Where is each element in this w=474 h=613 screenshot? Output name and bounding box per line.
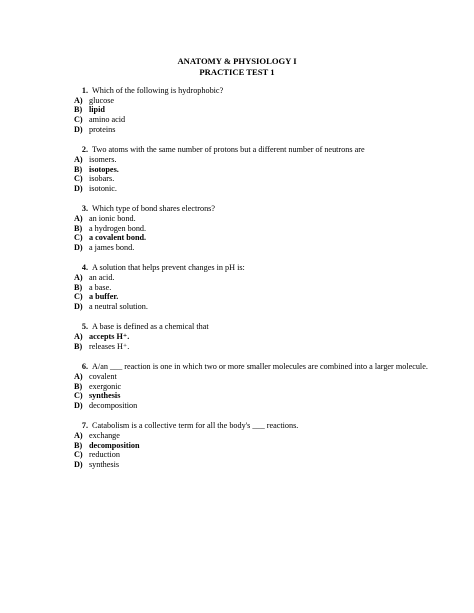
option-text: synthesis — [89, 460, 120, 470]
answer-option — [74, 233, 454, 243]
option-text: glucose — [89, 95, 115, 105]
answer-option — [74, 155, 454, 165]
answer-option — [74, 460, 454, 470]
question-list — [74, 86, 454, 480]
question-stem — [74, 322, 454, 332]
answer-option — [74, 214, 454, 224]
option-text: a hydrogen bond. — [89, 223, 147, 233]
option-text: decomposition — [89, 400, 138, 410]
option-letter: D) — [74, 124, 83, 134]
answer-option — [74, 391, 454, 401]
question-stem — [74, 421, 454, 431]
question-stem — [74, 362, 454, 372]
option-letter: C) — [74, 292, 83, 302]
answer-option — [74, 105, 454, 115]
question-number: 4. — [81, 263, 88, 273]
answer-option — [74, 342, 454, 352]
answer-option — [74, 96, 454, 106]
question-text: A/an ___ reaction is one in which two or more smaller molecules are combined into a larger molecule. — [92, 362, 428, 372]
option-text: a james bond. — [89, 243, 135, 253]
correct-answer-text: synthesis — [89, 391, 121, 401]
option-text: an acid. — [89, 273, 115, 283]
option-text: a base. — [89, 282, 112, 292]
question-1 — [74, 86, 454, 135]
option-text: a neutral solution. — [89, 302, 148, 312]
option-letter: A) — [74, 154, 83, 164]
option-letter: A) — [74, 430, 83, 440]
option-letter: D) — [74, 400, 83, 410]
option-text: isomers. — [89, 154, 117, 164]
option-letter: B) — [74, 164, 83, 174]
option-text: releases H⁺. — [89, 341, 130, 351]
option-letter: B) — [74, 440, 83, 450]
correct-answer-text: decomposition — [89, 440, 140, 450]
option-letter: C) — [74, 233, 83, 243]
answer-option — [74, 332, 454, 342]
option-text: reduction — [89, 450, 120, 460]
answer-option — [74, 273, 454, 283]
question-text: Which type of bond shares electrons? — [92, 204, 215, 214]
question-number: 6. — [81, 362, 88, 372]
correct-answer-text: lipid — [89, 105, 105, 115]
answer-option — [74, 174, 454, 184]
option-letter: C) — [74, 450, 83, 460]
question-number: 1. — [81, 86, 88, 95]
answer-option — [74, 115, 454, 125]
answer-option — [74, 283, 454, 293]
correct-answer-text: isotopes. — [89, 164, 119, 174]
answer-option — [74, 441, 454, 451]
option-text: exergonic — [89, 381, 122, 391]
correct-answer-text: a buffer. — [89, 292, 119, 302]
answer-option — [74, 224, 454, 234]
answer-option — [74, 243, 454, 253]
option-letter: D) — [74, 302, 83, 312]
option-letter: A) — [74, 213, 83, 223]
option-letter: C) — [74, 391, 83, 401]
answer-option — [74, 382, 454, 392]
option-letter: A) — [74, 95, 83, 105]
option-text: covalent — [89, 371, 117, 381]
answer-option — [74, 372, 454, 382]
answer-option — [74, 184, 454, 194]
question-text: A solution that helps prevent changes in pH is: — [92, 263, 245, 273]
correct-answer-text: accepts H⁺. — [89, 332, 130, 342]
test-subtitle: PRACTICE TEST 1 — [199, 66, 275, 77]
question-text: Two atoms with the same number of protons but a different number of neutrons are — [92, 145, 365, 155]
correct-answer-text: a covalent bond. — [89, 233, 147, 243]
question-4 — [74, 263, 454, 312]
question-number: 2. — [81, 145, 88, 155]
test-title: ANATOMY & PHYSIOLOGY I — [177, 56, 297, 66]
option-letter: B) — [74, 223, 83, 233]
answer-option — [74, 165, 454, 175]
answer-option — [74, 292, 454, 302]
option-letter: A) — [74, 332, 83, 342]
answer-option — [74, 302, 454, 312]
option-letter: A) — [74, 273, 83, 283]
option-letter: A) — [74, 371, 83, 381]
option-letter: D) — [74, 183, 83, 193]
option-text: amino acid — [89, 115, 126, 125]
option-text: isotonic. — [89, 183, 117, 193]
question-number: 7. — [81, 421, 88, 431]
question-6 — [74, 362, 454, 411]
question-number: 5. — [81, 322, 88, 332]
option-letter: D) — [74, 460, 83, 470]
question-2 — [74, 145, 454, 194]
answer-option — [74, 431, 454, 441]
question-7 — [74, 421, 454, 470]
option-letter: B) — [74, 105, 83, 115]
question-number: 3. — [81, 204, 88, 214]
question-5 — [74, 322, 454, 351]
question-stem — [74, 263, 454, 273]
option-letter: B) — [74, 341, 83, 351]
question-text: A base is defined as a chemical that — [92, 322, 209, 332]
answer-option — [74, 450, 454, 460]
option-letter: D) — [74, 243, 83, 253]
option-text: exchange — [89, 430, 120, 440]
option-letter: B) — [74, 282, 83, 292]
option-letter: C) — [74, 174, 83, 184]
answer-option — [74, 401, 454, 411]
option-text: isobars. — [89, 174, 115, 184]
question-stem — [74, 204, 454, 214]
question-text: Catabolism is a collective term for all the body's ___ reactions. — [92, 421, 299, 431]
option-text: an ionic bond. — [89, 213, 136, 223]
test-header — [0, 56, 474, 77]
option-text: proteins — [89, 124, 116, 134]
answer-option — [74, 125, 454, 135]
question-text: Which of the following is hydrophobic? — [92, 86, 224, 95]
question-3 — [74, 204, 454, 253]
question-stem — [74, 145, 454, 155]
option-letter: B) — [74, 381, 83, 391]
question-stem — [74, 86, 454, 96]
option-letter: C) — [74, 115, 83, 125]
